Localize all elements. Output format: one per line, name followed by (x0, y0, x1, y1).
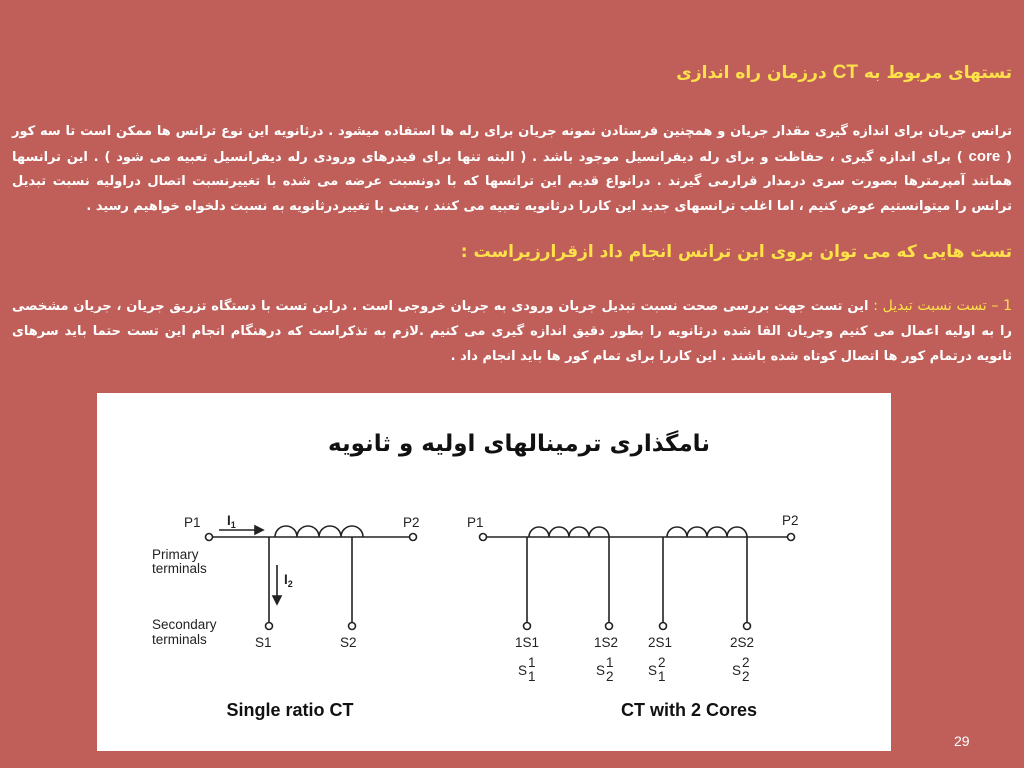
i2-label: $I_2$ (284, 572, 293, 589)
svg-text:1: 1 (528, 669, 536, 684)
single-ratio-ct (206, 526, 417, 630)
two-core-caption: CT with 2 Cores (620, 700, 758, 720)
primary-terminals-label: Primary terminals (152, 547, 207, 576)
svg-text:1: 1 (658, 669, 666, 684)
svg-text:S: S (518, 663, 528, 678)
two-core-ct (480, 527, 795, 630)
i1-label: $I_1$ (227, 513, 236, 530)
left-p2-label: P2 (403, 515, 420, 530)
core-term: core (968, 147, 1001, 165)
terminal-1s2-label: 1S2 (594, 635, 619, 650)
slide-number: 29 (954, 733, 970, 749)
svg-text:2: 2 (742, 655, 750, 670)
slide-heading-tests-list: تست هایی که می توان بروی این ترانس انجام داد ازقرارزیراست : (460, 242, 1012, 262)
svg-text:S: S (732, 663, 742, 678)
left-s1-label: S1 (255, 635, 272, 650)
single-ratio-caption: Single ratio CT (226, 700, 354, 720)
terminal-2s2-label: 2S2 (730, 635, 755, 650)
secondary-terminals-label: Secondary terminals (152, 617, 217, 647)
iec-terminal-notation (518, 655, 750, 684)
heading-ct-term: CT (832, 62, 858, 83)
terminal-1s1-label: 1S1 (515, 635, 540, 650)
svg-text:S: S (596, 663, 606, 678)
ratio-test-label: 1 – تست نسبت تبدیل : (873, 298, 1012, 314)
svg-text:S: S (648, 663, 658, 678)
left-p1-label: P1 (184, 515, 201, 530)
diagram-title: نامگذاری ترمینالهای اولیه و ثانویه (328, 431, 710, 457)
svg-text:2: 2 (606, 669, 614, 684)
slide-heading-ct-tests: تستهای مربوط به CT درزمان راه اندازی (676, 62, 1012, 83)
left-s2-label: S2 (340, 635, 357, 650)
svg-text:2: 2 (742, 669, 750, 684)
svg-text:2: 2 (658, 655, 666, 670)
svg-text:1: 1 (606, 655, 614, 670)
terminal-2s1-label: 2S1 (648, 635, 673, 650)
svg-text:1: 1 (528, 655, 536, 670)
ct-terminal-diagram (97, 393, 891, 751)
right-p2-label: P2 (782, 513, 799, 528)
right-p1-label: P1 (467, 515, 484, 530)
paragraph-ct-description: ترانس جریان برای اندازه گیری مقدار جریان و همچنین فرستادن نمونه جریان برای رله ها استفاده میشود . درثانویه این نوع ترانس ها ممکن است تا سه کور ( core ) برای اندازه گیری ، حفاظت و برای رله دیفرانسیل موجود باشد . ( البته تنها برای فیدرهای ورودی رله دیفرانسیل تعبیه می شود ) . این ترانسها همانند آمپرمترها بصورت سری درمدار قرارمی گیرند . درانواع قدیم این ترانسها که با دونسبت عرضه می شده با تغییرنسبت اتصال دراولیه نسبت تبدیل ترانس را میتوانستیم عوض کنیم ، اما اغلب ترانسهای جدید این کاررا درثانویه تعبیه می کنند ، یعنی با تغییردرثانویه به نسبت دلخواه خواهیم رسید . (12, 124, 1012, 214)
paragraph-ratio-test: 1 – تست نسبت تبدیل : این تست جهت بررسی صحت نسبت تبدیل جریان ورودی به جریان خروجی است . دراین تست با دستگاه تزریق جریان ، جریان مشخصی را به اولیه اعمال می کنیم وجریان القا شده درثانویه را بطور دقیق اندازه گیری می کنیم .لازم به تذکراست که درهنگام انجام این تست حتما باید سرهای ثانویه درتمام کور ها اتصال کوتاه شده باشند . این کاررا برای تمام کور ها باید انجام داد . (12, 298, 1012, 364)
